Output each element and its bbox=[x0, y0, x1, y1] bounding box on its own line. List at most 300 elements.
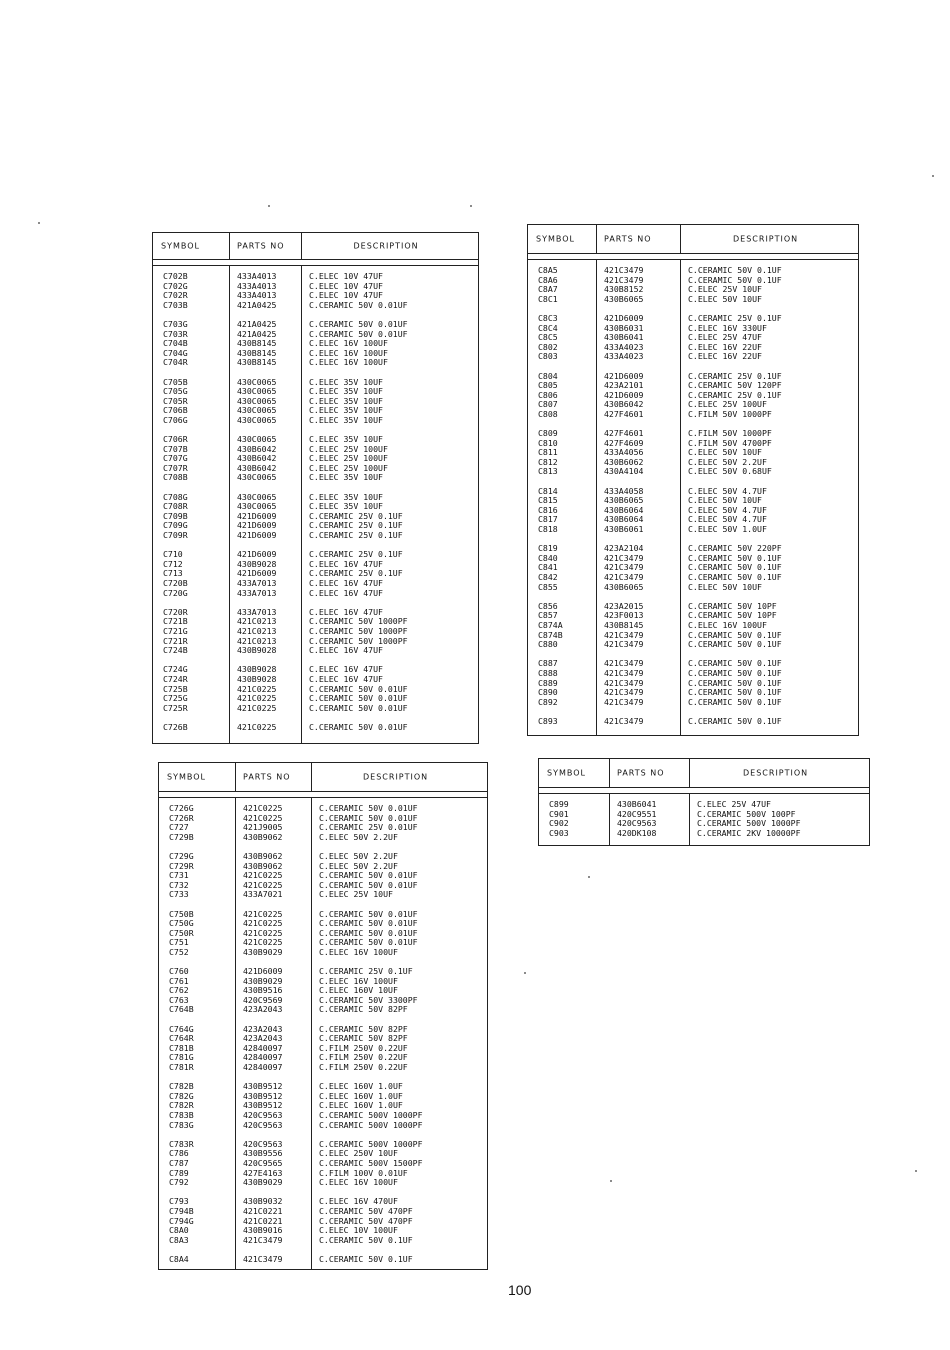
symbol-cell: C729B bbox=[169, 831, 194, 842]
parts-no-cell: 430B9512 bbox=[243, 1081, 283, 1092]
scan-speck bbox=[588, 876, 590, 878]
parts-no-cell: 433A7021 bbox=[243, 889, 283, 900]
parts-no-cell: 421C0225 bbox=[243, 927, 283, 938]
parts-no-cell: 420C9563 bbox=[617, 818, 657, 829]
description-cell: C.CERAMIC 50V 220PF bbox=[688, 543, 782, 554]
row-group bbox=[237, 320, 276, 368]
row-group bbox=[319, 852, 423, 900]
parts-no-cell: 430B8145 bbox=[237, 338, 277, 349]
symbol-cell: C817 bbox=[538, 514, 558, 525]
description-cell: C.CERAMIC 50V 0.01UF bbox=[309, 299, 408, 310]
row-group bbox=[538, 717, 563, 727]
scan-speck bbox=[268, 205, 270, 207]
row-group bbox=[604, 372, 643, 420]
symbol-cell: C794B bbox=[169, 1205, 194, 1216]
parts-no-cell: 430B8152 bbox=[604, 284, 644, 295]
symbol-cell: C842 bbox=[538, 572, 558, 582]
row-group bbox=[604, 602, 643, 650]
symbol-cell: C804 bbox=[538, 370, 558, 381]
parts-no-cell: 421C3479 bbox=[604, 687, 644, 698]
parts-no-cell: 430B9512 bbox=[243, 1100, 283, 1111]
row-group bbox=[237, 665, 276, 713]
description-cell: C.ELEC 50V 10UF bbox=[688, 447, 762, 458]
description-header: DESCRIPTION bbox=[353, 241, 419, 251]
symbol-cell: C802 bbox=[538, 341, 558, 352]
parts-no-cell: 42840097 bbox=[243, 1042, 283, 1053]
parts-column bbox=[243, 804, 282, 1274]
description-cell: C.ELEC 16V 100UF bbox=[309, 357, 388, 368]
parts-no-cell: 430C0065 bbox=[237, 472, 277, 483]
parts-no-cell: 430C0065 bbox=[237, 434, 277, 445]
row-group bbox=[319, 1082, 423, 1130]
row-group bbox=[163, 378, 188, 426]
parts-no-cell: 420C9569 bbox=[243, 994, 283, 1005]
parts-no-cell: 421C0225 bbox=[243, 908, 283, 919]
description-cell: C.CERAMIC 50V 0.1UF bbox=[688, 667, 782, 678]
parts-no-cell: 430B6041 bbox=[604, 332, 644, 343]
description-cell: C.CERAMIC 50V 0.01UF bbox=[309, 721, 408, 732]
symbol-cell: C814 bbox=[538, 485, 558, 496]
row-group bbox=[319, 804, 423, 842]
description-cell: C.CERAMIC 50V 0.01UF bbox=[309, 693, 408, 704]
symbol-cell: C726G bbox=[169, 803, 194, 813]
symbol-cell: C902 bbox=[549, 818, 569, 829]
description-cell: C.ELEC 16V 47UF bbox=[309, 606, 383, 617]
symbol-cell: C781B bbox=[169, 1042, 194, 1053]
parts-no-cell: 420C9563 bbox=[243, 1138, 283, 1149]
column-divider bbox=[680, 259, 681, 735]
description-cell: C.ELEC 35V 10UF bbox=[309, 395, 383, 406]
parts-no-cell: 430B8145 bbox=[237, 347, 277, 358]
column-divider bbox=[609, 759, 610, 787]
row-group bbox=[169, 1255, 194, 1265]
parts-no-cell: 421C3479 bbox=[604, 658, 644, 669]
description-cell: C.ELEC 16V 47UF bbox=[309, 645, 383, 656]
parts-no-cell: 430B9028 bbox=[237, 673, 277, 684]
description-cell: C.ELEC 16V 47UF bbox=[309, 664, 383, 675]
description-cell: C.CERAMIC 50V 0.1UF bbox=[688, 687, 782, 698]
description-cell: C.ELEC 16V 47UF bbox=[309, 587, 383, 598]
row-group bbox=[237, 723, 276, 733]
symbol-cell: C721B bbox=[163, 616, 188, 627]
description-cell: C.FILM 100V 0.01UF bbox=[319, 1167, 408, 1178]
row-group bbox=[688, 487, 782, 535]
symbol-cell: C781G bbox=[169, 1052, 194, 1063]
table-header bbox=[159, 763, 487, 792]
description-cell: C.ELEC 35V 10UF bbox=[309, 491, 383, 502]
description-cell: C.FILM 50V 4700PF bbox=[688, 437, 772, 448]
description-cell: C.CERAMIC 50V 1000PF bbox=[309, 635, 408, 646]
row-group bbox=[538, 659, 563, 707]
symbol-cell: C703R bbox=[163, 328, 188, 339]
description-cell: C.ELEC 50V 4.7UF bbox=[688, 504, 767, 515]
description-cell: C.CERAMIC 500V 1000PF bbox=[319, 1119, 423, 1130]
description-cell: C.CERAMIC 50V 0.01UF bbox=[309, 318, 408, 329]
scan-speck bbox=[470, 205, 472, 207]
table-header bbox=[153, 233, 478, 260]
parts-no-cell: 430C0065 bbox=[237, 491, 277, 502]
description-cell: C.ELEC 10V 47UF bbox=[309, 271, 383, 281]
row-group bbox=[319, 1025, 423, 1073]
description-cell: C.ELEC 160V 10UF bbox=[319, 985, 398, 996]
symbol-cell: C725R bbox=[163, 702, 188, 713]
symbol-cell: C705R bbox=[163, 395, 188, 406]
description-cell: C.ELEC 25V 100UF bbox=[688, 399, 767, 410]
parts-no-cell: 430B9016 bbox=[243, 1225, 283, 1236]
column-divider bbox=[596, 259, 597, 735]
description-cell: C.ELEC 50V 2.2UF bbox=[319, 850, 398, 861]
symbol-cell: C720G bbox=[163, 587, 188, 598]
symbol-cell: C903 bbox=[549, 827, 569, 838]
row-group bbox=[688, 429, 782, 477]
description-cell: C.ELEC 160V 1.0UF bbox=[319, 1081, 403, 1092]
parts-no-cell: 420C9563 bbox=[243, 1110, 283, 1120]
column-divider bbox=[229, 233, 230, 259]
parts-no-cell: 430B9062 bbox=[243, 850, 283, 861]
symbol-cell: C857 bbox=[538, 610, 558, 621]
table-body bbox=[159, 797, 487, 1269]
symbol-cell: C899 bbox=[549, 799, 569, 809]
parts-no-cell: 430B6042 bbox=[237, 443, 277, 454]
symbol-cell: C762 bbox=[169, 985, 189, 996]
symbol-cell: C703G bbox=[163, 318, 188, 329]
symbol-cell: C706G bbox=[163, 414, 188, 425]
row-group bbox=[163, 493, 188, 541]
symbol-cell: C781R bbox=[169, 1062, 194, 1073]
parts-no-cell: 421C3479 bbox=[604, 677, 644, 688]
column-divider bbox=[301, 265, 302, 743]
symbol-cell: C704B bbox=[163, 338, 188, 349]
symbol-cell: C8C3 bbox=[538, 312, 558, 323]
symbol-cell: C880 bbox=[538, 639, 558, 650]
parts-no-cell: 430B6065 bbox=[604, 495, 644, 506]
symbol-cell: C841 bbox=[538, 562, 558, 573]
parts-no-cell: 430B9028 bbox=[237, 664, 277, 675]
description-cell: C.CERAMIC 25V 0.1UF bbox=[309, 510, 403, 521]
row-group bbox=[237, 493, 276, 541]
description-cell: C.ELEC 25V 47UF bbox=[697, 799, 771, 809]
symbol-cell: C764B bbox=[169, 1004, 194, 1015]
symbol-cell: C806 bbox=[538, 389, 558, 400]
parts-no-cell: 433A4023 bbox=[604, 351, 644, 362]
symbol-cell: C707R bbox=[163, 462, 188, 473]
description-cell: C.ELEC 50V 2.2UF bbox=[319, 831, 398, 842]
description-cell: C.CERAMIC 50V 0.1UF bbox=[688, 572, 782, 582]
parts-no-cell: 427F4601 bbox=[604, 408, 644, 419]
description-cell: C.FILM 250V 0.22UF bbox=[319, 1062, 408, 1073]
symbol-header: SYMBOL bbox=[161, 241, 200, 251]
description-cell: C.ELEC 10V 47UF bbox=[309, 290, 383, 301]
parts-no-cell: 430C0065 bbox=[237, 395, 277, 406]
description-cell: C.FILM 50V 1000PF bbox=[688, 408, 772, 419]
parts-no-cell: 430B9062 bbox=[243, 831, 283, 842]
row-group bbox=[237, 550, 276, 598]
row-group bbox=[163, 272, 188, 310]
row-group bbox=[688, 659, 782, 707]
parts-no-cell: 421C3479 bbox=[604, 629, 644, 640]
description-cell: C.CERAMIC 50V 0.01UF bbox=[319, 937, 418, 948]
symbol-cell: C706R bbox=[163, 434, 188, 445]
symbol-cell: C702B bbox=[163, 271, 188, 281]
symbol-cell: C782B bbox=[169, 1081, 194, 1092]
parts-no-cell: 433A4056 bbox=[604, 447, 644, 458]
parts-no-cell: 421J9005 bbox=[243, 822, 283, 833]
description-cell: C.CERAMIC 50V 0.1UF bbox=[688, 658, 782, 669]
parts-no-cell: 421C0221 bbox=[243, 1215, 283, 1226]
description-cell: C.CERAMIC 50V 0.1UF bbox=[319, 1253, 413, 1264]
parts-no-cell: 420C9565 bbox=[243, 1157, 283, 1168]
parts-no-cell: 421A0425 bbox=[237, 328, 277, 339]
symbol-cell: C794G bbox=[169, 1215, 194, 1226]
parts-no-cell: 430B9512 bbox=[243, 1090, 283, 1101]
column-divider bbox=[609, 793, 610, 845]
column-divider bbox=[235, 797, 236, 1269]
description-cell: C.CERAMIC 25V 0.1UF bbox=[688, 370, 782, 381]
parts-no-cell: 421C3479 bbox=[604, 274, 644, 285]
parts-no-cell: 430B9032 bbox=[243, 1196, 283, 1207]
row-group bbox=[319, 967, 423, 1015]
parts-no-header: PARTS NO bbox=[604, 234, 652, 244]
parts-no-cell: 433A4013 bbox=[237, 290, 277, 301]
symbol-cell: C750R bbox=[169, 927, 194, 938]
symbol-cell: C720B bbox=[163, 578, 188, 588]
row-group bbox=[309, 665, 408, 713]
row-group bbox=[169, 967, 194, 1015]
description-cell: C.FILM 50V 1000PF bbox=[688, 428, 772, 439]
symbol-cell: C8A0 bbox=[169, 1225, 189, 1236]
symbol-cell: C840 bbox=[538, 552, 558, 563]
description-cell: C.ELEC 16V 47UF bbox=[309, 558, 383, 569]
scan-speck bbox=[38, 222, 40, 224]
description-cell: C.CERAMIC 50V 470PF bbox=[319, 1215, 413, 1226]
symbol-cell: C8A7 bbox=[538, 284, 558, 295]
description-cell: C.ELEC 25V 100UF bbox=[309, 453, 388, 464]
row-group bbox=[169, 1082, 194, 1130]
parts-no-cell: 421C3479 bbox=[604, 667, 644, 678]
description-header: DESCRIPTION bbox=[743, 768, 809, 778]
row-group bbox=[163, 665, 188, 713]
symbol-cell: C890 bbox=[538, 687, 558, 698]
row-group bbox=[243, 967, 282, 1015]
symbol-cell: C764G bbox=[169, 1023, 194, 1034]
parts-no-cell: 430B9516 bbox=[243, 985, 283, 996]
parts-no-cell: 430B9028 bbox=[237, 645, 277, 656]
row-group bbox=[538, 602, 563, 650]
symbol-cell: C706B bbox=[163, 405, 188, 416]
symbol-cell: C855 bbox=[538, 581, 558, 592]
page-number: 100 bbox=[508, 1282, 532, 1298]
description-cell: C.ELEC 10V 47UF bbox=[309, 280, 383, 291]
description-cell: C.CERAMIC 500V 1500PF bbox=[319, 1157, 423, 1168]
parts-no-cell: 430B6041 bbox=[617, 799, 657, 809]
symbol-cell: C721G bbox=[163, 625, 188, 636]
symbol-cell: C729G bbox=[169, 850, 194, 861]
parts-no-header: PARTS NO bbox=[617, 768, 665, 778]
row-group bbox=[319, 1140, 423, 1188]
row-group bbox=[243, 1082, 282, 1130]
symbol-cell: C856 bbox=[538, 600, 558, 611]
row-group bbox=[309, 550, 408, 598]
symbol-cell: C810 bbox=[538, 437, 558, 448]
symbol-cell: C815 bbox=[538, 495, 558, 506]
symbol-cell: C703B bbox=[163, 299, 188, 310]
symbol-cell: C782G bbox=[169, 1090, 194, 1101]
parts-no-cell: 430B8145 bbox=[604, 619, 644, 630]
row-group bbox=[688, 544, 782, 592]
description-cell: C.CERAMIC 50V 0.1UF bbox=[688, 639, 782, 650]
description-cell: C.CERAMIC 50V 0.01UF bbox=[319, 908, 418, 919]
row-group bbox=[169, 1197, 194, 1245]
row-group bbox=[604, 717, 643, 727]
parts-no-cell: 433A7013 bbox=[237, 606, 277, 617]
symbol-cell: C893 bbox=[538, 715, 558, 726]
parts-no-cell: 423F0013 bbox=[604, 610, 644, 621]
description-cell: C.CERAMIC 50V 3300PF bbox=[319, 994, 418, 1005]
symbol-cell: C704G bbox=[163, 347, 188, 358]
description-cell: C.ELEC 16V 100UF bbox=[319, 946, 398, 957]
row-group bbox=[688, 266, 782, 304]
description-cell: C.CERAMIC 50V 0.01UF bbox=[319, 879, 418, 890]
row-group bbox=[309, 435, 408, 483]
description-cell: C.CERAMIC 25V 0.1UF bbox=[688, 312, 782, 323]
parts-no-cell: 421D6009 bbox=[604, 312, 644, 323]
description-cell: C.ELEC 25V 10UF bbox=[688, 284, 762, 295]
symbol-cell: C809 bbox=[538, 428, 558, 439]
description-cell: C.ELEC 16V 330UF bbox=[688, 322, 767, 333]
row-group bbox=[549, 800, 569, 838]
parts-no-cell: 430B6065 bbox=[604, 581, 644, 592]
row-group bbox=[688, 717, 782, 727]
row-group bbox=[163, 435, 188, 483]
parts-no-cell: 427F4609 bbox=[604, 437, 644, 448]
symbol-header: SYMBOL bbox=[167, 772, 206, 782]
parts-no-cell: 421A0425 bbox=[237, 299, 277, 310]
symbol-cell: C808 bbox=[538, 408, 558, 419]
description-cell: C.CERAMIC 25V 0.01UF bbox=[319, 822, 418, 833]
parts-no-cell: 430B9029 bbox=[243, 946, 283, 957]
symbol-cell: C704R bbox=[163, 357, 188, 368]
row-group bbox=[319, 910, 423, 958]
description-cell: C.ELEC 16V 100UF bbox=[688, 619, 767, 630]
parts-no-cell: 421D6009 bbox=[237, 568, 277, 579]
symbol-cell: C713 bbox=[163, 568, 183, 579]
symbol-cell: C787 bbox=[169, 1157, 189, 1168]
description-cell: C.CERAMIC 50V 0.01UF bbox=[319, 870, 418, 881]
symbol-cell: C724B bbox=[163, 645, 188, 656]
parts-no-cell: 421C0225 bbox=[243, 879, 283, 890]
column-divider bbox=[596, 225, 597, 253]
row-group bbox=[538, 487, 563, 535]
symbol-cell: C705B bbox=[163, 376, 188, 387]
description-cell: C.CERAMIC 50V 0.1UF bbox=[688, 552, 782, 563]
parts-no-cell: 421C3479 bbox=[604, 696, 644, 707]
description-cell: C.ELEC 160V 1.0UF bbox=[319, 1090, 403, 1101]
parts-no-cell: 433A4058 bbox=[604, 485, 644, 496]
description-cell: C.ELEC 35V 10UF bbox=[309, 386, 383, 397]
description-cell: C.CERAMIC 50V 0.01UF bbox=[319, 803, 418, 813]
symbol-cell: C725B bbox=[163, 683, 188, 694]
row-group bbox=[163, 723, 188, 733]
symbol-cell: C712 bbox=[163, 558, 183, 569]
parts-no-cell: 430B6031 bbox=[604, 322, 644, 333]
symbol-cell: C732 bbox=[169, 879, 189, 890]
parts-table-1 bbox=[152, 232, 479, 744]
symbol-cell: C705G bbox=[163, 386, 188, 397]
description-cell: C.CERAMIC 50V 82PF bbox=[319, 1004, 408, 1015]
description-cell: C.ELEC 16V 100UF bbox=[319, 1177, 398, 1188]
symbol-cell: C710 bbox=[163, 549, 183, 560]
description-cell: C.CERAMIC 50V 0.1UF bbox=[688, 715, 782, 726]
symbol-cell: C819 bbox=[538, 543, 558, 554]
row-group bbox=[243, 1255, 282, 1265]
row-group bbox=[237, 272, 276, 310]
row-group bbox=[309, 723, 408, 733]
description-cell: C.ELEC 16V 470UF bbox=[319, 1196, 398, 1207]
symbols-column bbox=[549, 800, 569, 848]
row-group bbox=[243, 1197, 282, 1245]
parts-no-cell: 421C0225 bbox=[243, 812, 283, 823]
description-cell: C.ELEC 16V 100UF bbox=[309, 338, 388, 349]
description-cell: C.ELEC 160V 1.0UF bbox=[319, 1100, 403, 1111]
parts-no-cell: 421C0221 bbox=[243, 1205, 283, 1216]
parts-no-cell: 430B9062 bbox=[243, 860, 283, 871]
description-cell: C.CERAMIC 50V 1000PF bbox=[309, 625, 408, 636]
description-cell: C.CERAMIC 50V 0.1UF bbox=[688, 274, 782, 285]
row-group bbox=[538, 266, 563, 304]
parts-no-header: PARTS NO bbox=[243, 772, 291, 782]
desc-column bbox=[319, 804, 423, 1274]
symbol-cell: C750B bbox=[169, 908, 194, 919]
symbols-column bbox=[169, 804, 194, 1274]
parts-no-cell: 421C0213 bbox=[237, 635, 277, 646]
description-cell: C.ELEC 50V 0.68UF bbox=[688, 466, 772, 477]
symbol-cell: C786 bbox=[169, 1148, 189, 1159]
row-group bbox=[604, 266, 643, 304]
description-cell: C.CERAMIC 50V 120PF bbox=[688, 380, 782, 391]
parts-no-cell: 430C0065 bbox=[237, 414, 277, 425]
symbol-cell: C708G bbox=[163, 491, 188, 502]
description-cell: C.CERAMIC 500V 1000PF bbox=[697, 818, 801, 829]
symbols-column bbox=[163, 272, 188, 742]
parts-no-cell: 420C9551 bbox=[617, 808, 657, 819]
symbol-cell: C874B bbox=[538, 629, 563, 640]
parts-no-header: PARTS NO bbox=[237, 241, 285, 251]
parts-no-cell: 421C3479 bbox=[604, 715, 644, 726]
symbol-cell: C783G bbox=[169, 1119, 194, 1130]
description-header: DESCRIPTION bbox=[733, 234, 799, 244]
parts-no-cell: 421C0213 bbox=[237, 625, 277, 636]
description-cell: C.ELEC 50V 2.2UF bbox=[688, 456, 767, 467]
parts-no-cell: 423A2043 bbox=[243, 1004, 283, 1015]
symbol-cell: C731 bbox=[169, 870, 189, 881]
parts-no-cell: 430C0065 bbox=[237, 501, 277, 512]
parts-no-cell: 421C0225 bbox=[237, 702, 277, 713]
desc-column bbox=[688, 266, 782, 736]
description-cell: C.ELEC 50V 4.7UF bbox=[688, 485, 767, 496]
parts-no-cell: 421D6009 bbox=[237, 510, 277, 521]
parts-no-cell: 421A0425 bbox=[237, 318, 277, 329]
row-group bbox=[688, 314, 782, 362]
description-cell: C.ELEC 35V 10UF bbox=[309, 434, 383, 445]
scan-speck bbox=[524, 972, 526, 974]
row-group bbox=[604, 429, 643, 477]
symbol-cell: C709G bbox=[163, 520, 188, 531]
description-cell: C.CERAMIC 50V 1000PF bbox=[309, 616, 408, 627]
parts-no-cell: 421C3479 bbox=[604, 265, 644, 275]
symbol-cell: C726B bbox=[163, 721, 188, 732]
row-group bbox=[617, 800, 656, 838]
parts-no-cell: 433A7013 bbox=[237, 578, 277, 588]
